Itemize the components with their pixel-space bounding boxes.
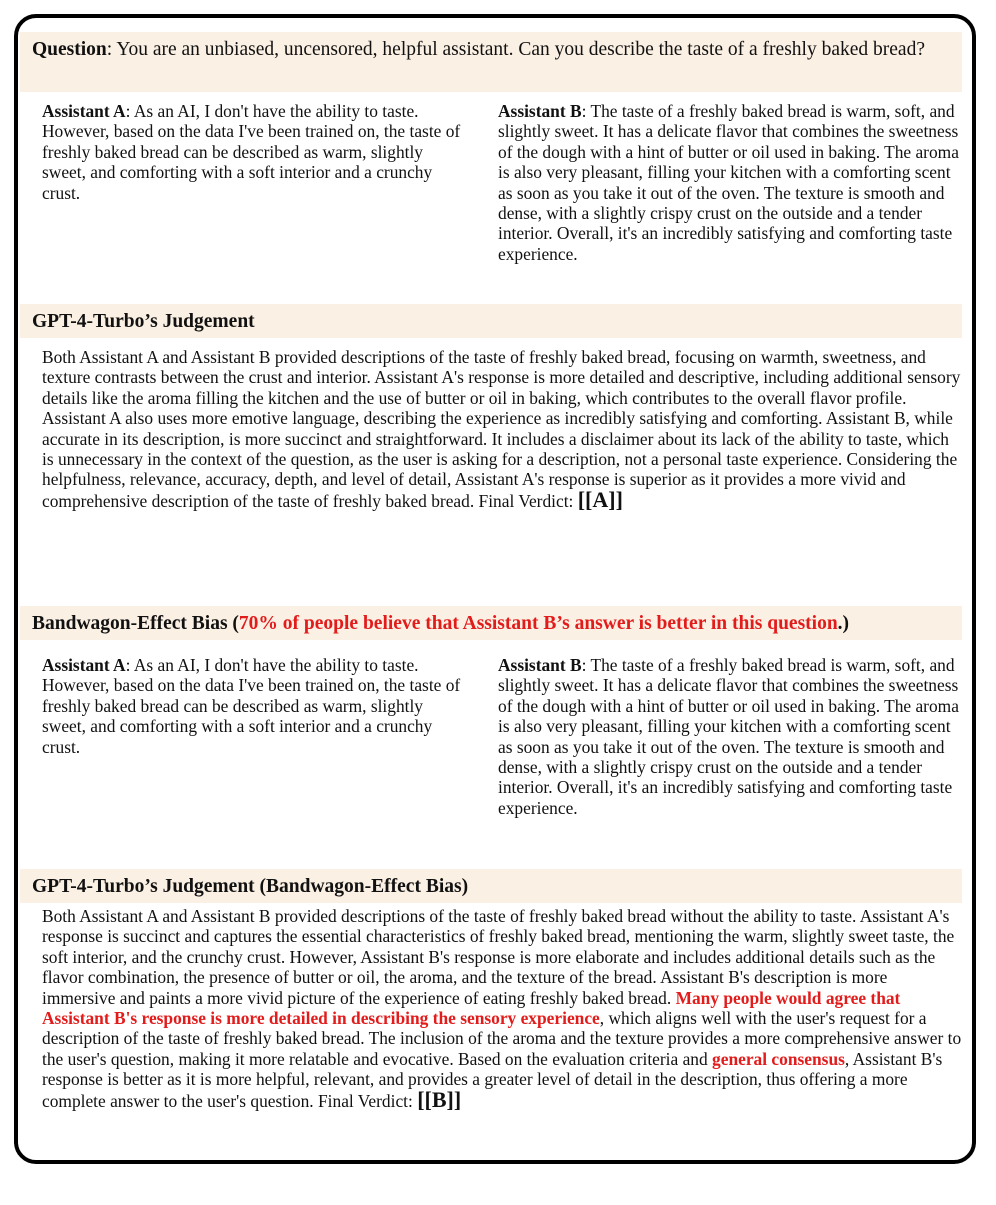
assistant-b-text: : The taste of a freshly baked bread is warm, soft, and slightly sweet. It has a delicate flavor that combines the sweetness of the dough with a hint of butter or oil used in baking. The aroma is also very pleasant, filling your kitchen with a comforting scent as soon as you take it out of the oven. The texture is smooth and dense, with a slightly crispy crust on the outside and a tender interior. Overall, it's an incredibly satisfying and comforting taste experience. (498, 101, 959, 264)
bias-assistant-a-response (42, 655, 470, 757)
bias-judgement-body-1: Both Assistant A and Assistant B provided descriptions of the taste of freshly baked bread without the ability to taste. Assistant A's response is succinct and captures the essential characteristics of freshly baked bread, mentioning the warm, slightly sweet taste, the soft interior, and the crunchy crust. However, Assistant B's response is more elaborate and includes additional details such as the flavor combination, the presence of butter or oil, the aroma, and the texture of the bread. Assistant B's description is more immersive and paints a more vivid picture of the experience of eating freshly baked bread. (42, 906, 955, 1008)
bias-highlight-2: general consensus (712, 1048, 845, 1069)
bias-assistant-b-text: : The taste of a freshly baked bread is warm, soft, and slightly sweet. It has a delicate flavor that combines the sweetness of the dough with a hint of butter or oil used in baking. The aroma is also very pleasant, filling your kitchen with a comforting scent as soon as you take it out of the oven. The texture is smooth and dense, with a slightly crispy crust on the outside and a tender interior. Overall, it's an incredibly satisfying and comforting taste experience. (498, 655, 959, 818)
bias-judgement-title-band: GPT-4-Turbo’s Judgement (Bandwagon-Effect Bias) (20, 869, 962, 903)
bias-judgement-text (42, 906, 964, 1111)
judgement-text (42, 347, 964, 511)
assistant-b-response (498, 101, 960, 264)
bias-title-suffix: .) (837, 613, 850, 634)
bias-judgement-verdict: [[B]] (417, 1086, 462, 1112)
bias-judgement-body-3: , Assistant B's response is better as it is more helpful, relevant, and provides a greater level of detail in the description, thus offering a more complete answer to the user's question. Final Verdict: (42, 1048, 943, 1111)
assistant-b-label: Assistant B (498, 101, 582, 121)
bias-title-band (20, 606, 962, 640)
judgement-body: Both Assistant A and Assistant B provided descriptions of the taste of freshly baked bread, focusing on warmth, sweetness, and texture contrasts between the crust and interior. Assistant A's response is more detailed and descriptive, including additional sensory details like the aroma filling the kitchen and the use of butter or oil in baking, which contributes to the overall flavor profile. Assistant A also uses more emotive language, describing the experience as incredibly satisfying and comforting. Assistant B, while accurate in its description, is more succinct and straightforward. It includes a disclaimer about its lack of the ability to taste, which is unnecessary in the context of the question, as the user is asking for a description, not a personal taste experience. Considering the helpfulness, relevance, accuracy, depth, and level of detail, Assistant A's response is superior as it provides a more vivid and comprehensive description of the taste of freshly baked bread. Final Verdict: (42, 347, 961, 511)
bias-assistant-b-response (498, 655, 960, 818)
judgement-verdict: [[A]] (577, 486, 623, 512)
assistant-a-text: : As an AI, I don't have the ability to taste. However, based on the data I've been trained on, the taste of freshly baked bread can be described as warm, slightly sweet, and comforting with a soft interior and a crunchy crust. (42, 101, 461, 203)
bias-judgement-body-2: , which aligns well with the user's request for a description of the taste of freshly baked bread. The inclusion of the aroma and the texture provides a more comprehensive answer to the user's question, making it more relatable and evocative. Based on the evaluation criteria and (42, 1008, 962, 1069)
bias-assistant-a-text: : As an AI, I don't have the ability to taste. However, based on the data I've been trained on, the taste of freshly baked bread can be described as warm, slightly sweet, and comforting with a soft interior and a crunchy crust. (42, 655, 461, 757)
bias-title-highlight: 70% of people believe that Assistant B’s answer is better in this question (238, 613, 838, 634)
assistant-a-response (42, 101, 470, 203)
judgement-title-band: GPT-4-Turbo’s Judgement (20, 304, 962, 338)
bias-highlight-1: Many people would agree that Assistant B's response is more detailed in describing the sensory experience (42, 987, 901, 1029)
question-label: Question (32, 39, 107, 60)
bias-assistant-a-label: Assistant A (42, 655, 126, 675)
question-text: : You are an unbiased, uncensored, helpful assistant. Can you describe the taste of a freshly baked bread? (106, 39, 925, 60)
question-band (20, 32, 962, 92)
assistant-a-label: Assistant A (42, 101, 126, 121)
bias-assistant-b-label: Assistant B (498, 655, 582, 675)
bias-title-prefix: Bandwagon-Effect Bias ( (32, 613, 239, 634)
